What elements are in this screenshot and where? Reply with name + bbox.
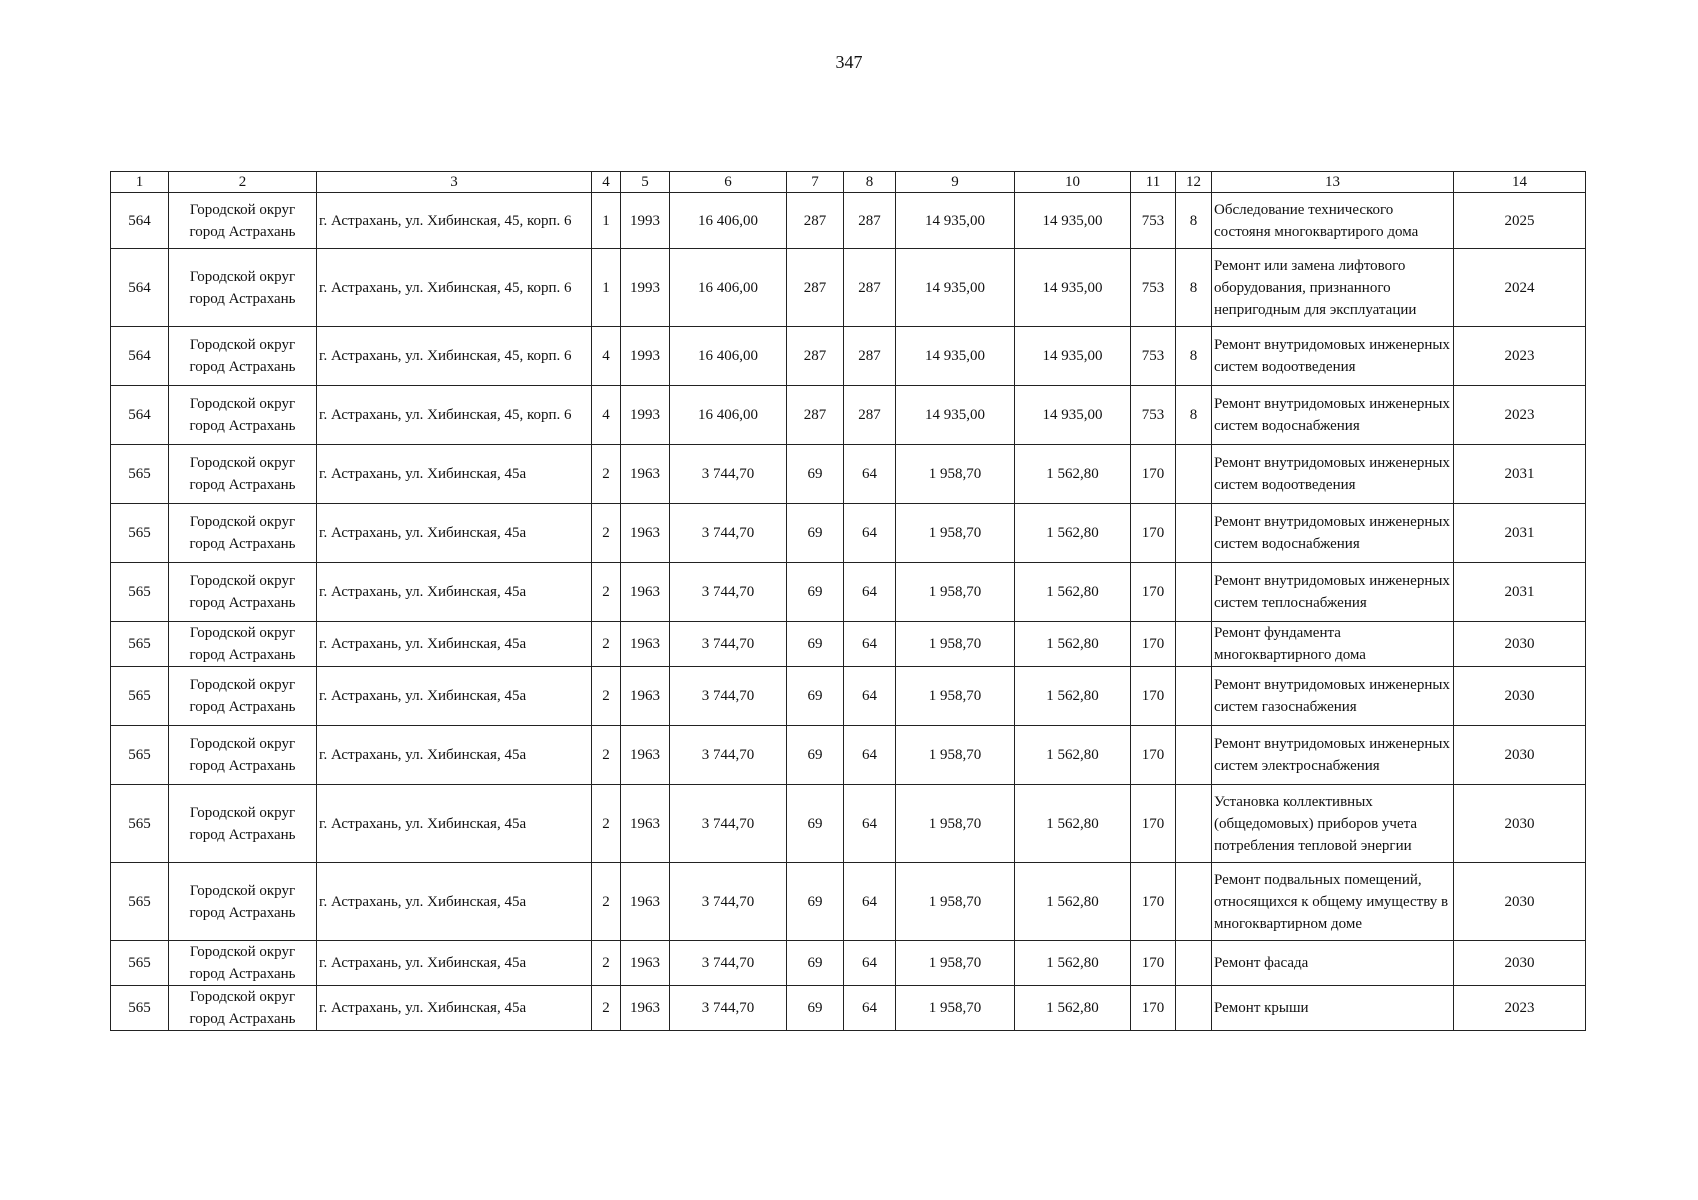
- cell-municipality: Городской округ город Астрахань: [169, 863, 317, 941]
- cell-col-11: 170: [1131, 445, 1176, 504]
- cell-term: 2030: [1454, 785, 1586, 863]
- column-header-5: 5: [621, 172, 670, 193]
- cell-col-11: 170: [1131, 986, 1176, 1031]
- cell-col-10: 1 562,80: [1015, 986, 1131, 1031]
- cell-year: 1963: [621, 785, 670, 863]
- cell-house-number: 564: [111, 386, 169, 445]
- cell-col-10: 1 562,80: [1015, 941, 1131, 986]
- cell-total-area: 16 406,00: [670, 249, 787, 327]
- table-row: [111, 327, 1586, 386]
- cell-work-type: Ремонт внутридомовых инженерных систем водоснабжения: [1212, 386, 1454, 445]
- cell-col-7: 69: [787, 941, 844, 986]
- column-header-13: 13: [1212, 172, 1454, 193]
- column-header-14: 14: [1454, 172, 1586, 193]
- cell-col-9: 14 935,00: [896, 249, 1015, 327]
- cell-col-10: 1 562,80: [1015, 563, 1131, 622]
- cell-year: 1993: [621, 249, 670, 327]
- table-row: [111, 249, 1586, 327]
- cell-col-4: 2: [592, 445, 621, 504]
- column-header-3: 3: [317, 172, 592, 193]
- cell-col-4: 2: [592, 563, 621, 622]
- cell-house-number: 565: [111, 986, 169, 1031]
- cell-total-area: 3 744,70: [670, 622, 787, 667]
- cell-col-4: 2: [592, 986, 621, 1031]
- cell-col-12: [1176, 445, 1212, 504]
- cell-house-number: 564: [111, 249, 169, 327]
- cell-municipality: Городской округ город Астрахань: [169, 726, 317, 785]
- cell-col-9: 1 958,70: [896, 622, 1015, 667]
- cell-col-11: 170: [1131, 785, 1176, 863]
- cell-col-4: 2: [592, 622, 621, 667]
- cell-address: г. Астрахань, ул. Хибинская, 45а: [317, 863, 592, 941]
- cell-col-10: 14 935,00: [1015, 249, 1131, 327]
- cell-work-type: Ремонт внутридомовых инженерных систем теплоснабжения: [1212, 563, 1454, 622]
- cell-col-10: 1 562,80: [1015, 667, 1131, 726]
- column-header-2: 2: [169, 172, 317, 193]
- cell-term: 2031: [1454, 563, 1586, 622]
- cell-work-type: Ремонт внутридомовых инженерных систем водоотведения: [1212, 445, 1454, 504]
- cell-address: г. Астрахань, ул. Хибинская, 45а: [317, 726, 592, 785]
- cell-house-number: 565: [111, 622, 169, 667]
- table-row: [111, 386, 1586, 445]
- cell-house-number: 564: [111, 327, 169, 386]
- column-header-7: 7: [787, 172, 844, 193]
- cell-work-type: Ремонт подвальных помещений, относящихся к общему имуществу в многоквартирном доме: [1212, 863, 1454, 941]
- cell-term: 2024: [1454, 249, 1586, 327]
- cell-col-11: 170: [1131, 622, 1176, 667]
- cell-house-number: 565: [111, 504, 169, 563]
- cell-term: 2031: [1454, 445, 1586, 504]
- cell-col-9: 1 958,70: [896, 667, 1015, 726]
- cell-municipality: Городской округ город Астрахань: [169, 986, 317, 1031]
- table-row: [111, 941, 1586, 986]
- cell-municipality: Городской округ город Астрахань: [169, 667, 317, 726]
- cell-year: 1963: [621, 622, 670, 667]
- column-header-11: 11: [1131, 172, 1176, 193]
- cell-term: 2030: [1454, 941, 1586, 986]
- column-header-4: 4: [592, 172, 621, 193]
- cell-term: 2023: [1454, 386, 1586, 445]
- cell-year: 1963: [621, 563, 670, 622]
- cell-col-4: 2: [592, 667, 621, 726]
- cell-col-4: 2: [592, 785, 621, 863]
- table-row: [111, 986, 1586, 1031]
- cell-address: г. Астрахань, ул. Хибинская, 45а: [317, 563, 592, 622]
- table-header: [111, 172, 1586, 193]
- cell-col-7: 287: [787, 193, 844, 249]
- column-header-9: 9: [896, 172, 1015, 193]
- cell-house-number: 565: [111, 941, 169, 986]
- cell-col-10: 1 562,80: [1015, 445, 1131, 504]
- cell-col-9: 1 958,70: [896, 504, 1015, 563]
- column-header-1: 1: [111, 172, 169, 193]
- cell-col-12: [1176, 563, 1212, 622]
- cell-year: 1963: [621, 863, 670, 941]
- cell-col-7: 287: [787, 327, 844, 386]
- cell-col-11: 753: [1131, 327, 1176, 386]
- cell-col-9: 1 958,70: [896, 726, 1015, 785]
- cell-col-7: 287: [787, 249, 844, 327]
- cell-col-7: 69: [787, 504, 844, 563]
- cell-col-7: 69: [787, 726, 844, 785]
- cell-col-11: 170: [1131, 504, 1176, 563]
- cell-address: г. Астрахань, ул. Хибинская, 45а: [317, 445, 592, 504]
- cell-col-10: 1 562,80: [1015, 622, 1131, 667]
- cell-term: 2030: [1454, 667, 1586, 726]
- cell-year: 1963: [621, 726, 670, 785]
- cell-col-7: 69: [787, 563, 844, 622]
- cell-col-12: [1176, 504, 1212, 563]
- table-row: [111, 667, 1586, 726]
- cell-col-7: 69: [787, 863, 844, 941]
- cell-col-10: 14 935,00: [1015, 386, 1131, 445]
- cell-col-7: 69: [787, 785, 844, 863]
- cell-total-area: 3 744,70: [670, 445, 787, 504]
- cell-col-12: 8: [1176, 193, 1212, 249]
- cell-col-9: 1 958,70: [896, 785, 1015, 863]
- cell-work-type: Обследование технического состояня многоквартирого дома: [1212, 193, 1454, 249]
- cell-col-9: 1 958,70: [896, 986, 1015, 1031]
- cell-total-area: 3 744,70: [670, 726, 787, 785]
- cell-col-11: 170: [1131, 563, 1176, 622]
- cell-term: 2031: [1454, 504, 1586, 563]
- cell-work-type: Ремонт внутридомовых инженерных систем водоснабжения: [1212, 504, 1454, 563]
- cell-col-11: 753: [1131, 386, 1176, 445]
- cell-work-type: Ремонт крыши: [1212, 986, 1454, 1031]
- cell-year: 1963: [621, 504, 670, 563]
- cell-house-number: 565: [111, 667, 169, 726]
- cell-address: г. Астрахань, ул. Хибинская, 45, корп. 6: [317, 327, 592, 386]
- cell-col-8: 64: [844, 445, 896, 504]
- cell-address: г. Астрахань, ул. Хибинская, 45а: [317, 622, 592, 667]
- cell-total-area: 3 744,70: [670, 941, 787, 986]
- cell-col-4: 1: [592, 249, 621, 327]
- table-row: [111, 193, 1586, 249]
- cell-total-area: 3 744,70: [670, 563, 787, 622]
- cell-col-9: 1 958,70: [896, 445, 1015, 504]
- cell-total-area: 16 406,00: [670, 193, 787, 249]
- cell-work-type: Ремонт внутридомовых инженерных систем газоснабжения: [1212, 667, 1454, 726]
- cell-col-4: 4: [592, 327, 621, 386]
- column-header-6: 6: [670, 172, 787, 193]
- cell-house-number: 565: [111, 785, 169, 863]
- cell-term: 2030: [1454, 863, 1586, 941]
- cell-col-4: 2: [592, 863, 621, 941]
- cell-col-12: [1176, 986, 1212, 1031]
- cell-address: г. Астрахань, ул. Хибинская, 45, корп. 6: [317, 193, 592, 249]
- cell-work-type: Ремонт фасада: [1212, 941, 1454, 986]
- cell-address: г. Астрахань, ул. Хибинская, 45, корп. 6: [317, 386, 592, 445]
- cell-col-7: 287: [787, 386, 844, 445]
- cell-col-8: 64: [844, 504, 896, 563]
- cell-col-4: 1: [592, 193, 621, 249]
- cell-address: г. Астрахань, ул. Хибинская, 45а: [317, 986, 592, 1031]
- cell-total-area: 3 744,70: [670, 863, 787, 941]
- cell-address: г. Астрахань, ул. Хибинская, 45а: [317, 504, 592, 563]
- cell-work-type: Ремонт внутридомовых инженерных систем водоотведения: [1212, 327, 1454, 386]
- cell-col-9: 14 935,00: [896, 193, 1015, 249]
- table-body: [111, 193, 1586, 1031]
- cell-house-number: 564: [111, 193, 169, 249]
- cell-work-type: Установка коллективных (общедомовых) приборов учета потребления тепловой энергии: [1212, 785, 1454, 863]
- table-row: [111, 785, 1586, 863]
- cell-col-12: [1176, 863, 1212, 941]
- column-header-12: 12: [1176, 172, 1212, 193]
- cell-col-12: 8: [1176, 386, 1212, 445]
- page-number: 347: [835, 52, 863, 72]
- cell-term: 2030: [1454, 726, 1586, 785]
- cell-col-8: 64: [844, 785, 896, 863]
- cell-year: 1963: [621, 986, 670, 1031]
- cell-col-8: 287: [844, 327, 896, 386]
- cell-total-area: 16 406,00: [670, 327, 787, 386]
- cell-col-11: 170: [1131, 863, 1176, 941]
- cell-col-11: 170: [1131, 667, 1176, 726]
- cell-col-4: 2: [592, 504, 621, 563]
- cell-municipality: Городской округ город Астрахань: [169, 622, 317, 667]
- cell-col-8: 287: [844, 386, 896, 445]
- cell-col-10: 1 562,80: [1015, 863, 1131, 941]
- table-row: [111, 445, 1586, 504]
- cell-col-8: 64: [844, 986, 896, 1031]
- cell-col-10: 1 562,80: [1015, 785, 1131, 863]
- capital-repair-table: [110, 171, 1586, 1031]
- cell-col-12: [1176, 726, 1212, 785]
- cell-col-4: 2: [592, 941, 621, 986]
- cell-municipality: Городской округ город Астрахань: [169, 563, 317, 622]
- cell-work-type: Ремонт или замена лифтового оборудования, признанного непригодным для эксплуатации: [1212, 249, 1454, 327]
- cell-col-12: [1176, 941, 1212, 986]
- cell-col-8: 64: [844, 941, 896, 986]
- cell-col-7: 69: [787, 445, 844, 504]
- cell-total-area: 3 744,70: [670, 667, 787, 726]
- cell-col-11: 170: [1131, 941, 1176, 986]
- cell-term: 2023: [1454, 327, 1586, 386]
- cell-col-11: 753: [1131, 193, 1176, 249]
- cell-col-8: 64: [844, 622, 896, 667]
- cell-work-type: Ремонт внутридомовых инженерных систем электроснабжения: [1212, 726, 1454, 785]
- cell-col-12: 8: [1176, 249, 1212, 327]
- cell-total-area: 3 744,70: [670, 785, 787, 863]
- cell-col-8: 287: [844, 249, 896, 327]
- cell-house-number: 565: [111, 445, 169, 504]
- cell-col-10: 14 935,00: [1015, 327, 1131, 386]
- cell-municipality: Городской округ город Астрахань: [169, 504, 317, 563]
- cell-col-8: 64: [844, 726, 896, 785]
- cell-year: 1993: [621, 386, 670, 445]
- cell-municipality: Городской округ город Астрахань: [169, 941, 317, 986]
- cell-house-number: 565: [111, 726, 169, 785]
- cell-year: 1963: [621, 667, 670, 726]
- cell-col-9: 14 935,00: [896, 327, 1015, 386]
- cell-col-11: 170: [1131, 726, 1176, 785]
- cell-col-8: 64: [844, 667, 896, 726]
- cell-col-10: 1 562,80: [1015, 504, 1131, 563]
- cell-address: г. Астрахань, ул. Хибинская, 45а: [317, 785, 592, 863]
- cell-col-7: 69: [787, 667, 844, 726]
- cell-address: г. Астрахань, ул. Хибинская, 45, корп. 6: [317, 249, 592, 327]
- cell-col-10: 1 562,80: [1015, 726, 1131, 785]
- cell-term: 2023: [1454, 986, 1586, 1031]
- cell-col-9: 1 958,70: [896, 563, 1015, 622]
- cell-municipality: Городской округ город Астрахань: [169, 445, 317, 504]
- cell-year: 1963: [621, 941, 670, 986]
- cell-total-area: 3 744,70: [670, 504, 787, 563]
- cell-year: 1993: [621, 193, 670, 249]
- column-header-10: 10: [1015, 172, 1131, 193]
- cell-municipality: Городской округ город Астрахань: [169, 249, 317, 327]
- table-row: [111, 726, 1586, 785]
- cell-municipality: Городской округ город Астрахань: [169, 386, 317, 445]
- table-row: [111, 622, 1586, 667]
- cell-term: 2030: [1454, 622, 1586, 667]
- cell-col-12: [1176, 667, 1212, 726]
- cell-col-10: 14 935,00: [1015, 193, 1131, 249]
- cell-col-8: 287: [844, 193, 896, 249]
- cell-work-type: Ремонт фундамента многоквартирного дома: [1212, 622, 1454, 667]
- cell-municipality: Городской округ город Астрахань: [169, 193, 317, 249]
- cell-total-area: 3 744,70: [670, 986, 787, 1031]
- cell-total-area: 16 406,00: [670, 386, 787, 445]
- column-header-8: 8: [844, 172, 896, 193]
- cell-term: 2025: [1454, 193, 1586, 249]
- cell-col-4: 2: [592, 726, 621, 785]
- cell-municipality: Городской округ город Астрахань: [169, 785, 317, 863]
- cell-col-11: 753: [1131, 249, 1176, 327]
- cell-col-9: 1 958,70: [896, 863, 1015, 941]
- cell-col-7: 69: [787, 986, 844, 1031]
- table-row: [111, 563, 1586, 622]
- cell-col-12: [1176, 785, 1212, 863]
- cell-year: 1963: [621, 445, 670, 504]
- cell-address: г. Астрахань, ул. Хибинская, 45а: [317, 667, 592, 726]
- cell-municipality: Городской округ город Астрахань: [169, 327, 317, 386]
- cell-col-7: 69: [787, 622, 844, 667]
- cell-year: 1993: [621, 327, 670, 386]
- cell-col-12: [1176, 622, 1212, 667]
- table-row: [111, 504, 1586, 563]
- cell-col-12: 8: [1176, 327, 1212, 386]
- cell-house-number: 565: [111, 863, 169, 941]
- cell-address: г. Астрахань, ул. Хибинская, 45а: [317, 941, 592, 986]
- cell-col-4: 4: [592, 386, 621, 445]
- cell-col-8: 64: [844, 863, 896, 941]
- cell-col-9: 14 935,00: [896, 386, 1015, 445]
- table-row: [111, 863, 1586, 941]
- cell-col-8: 64: [844, 563, 896, 622]
- cell-col-9: 1 958,70: [896, 941, 1015, 986]
- cell-house-number: 565: [111, 563, 169, 622]
